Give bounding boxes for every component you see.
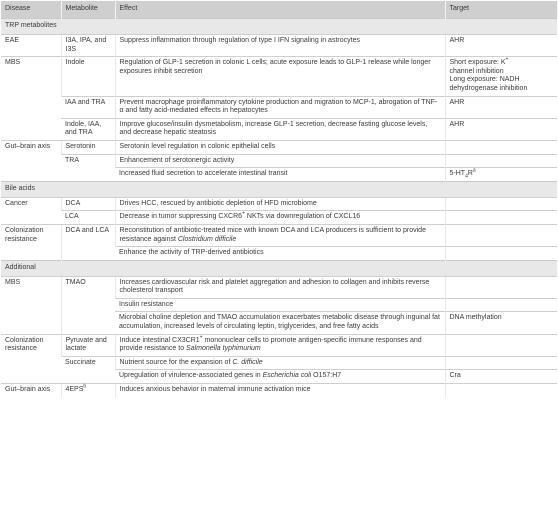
effect-cell: Prevent macrophage proinflammatory cytokine production and migration to MCP-1, abrogation of TNF-α and fatty acid-mediated effects in hepatocytes [115,96,445,118]
effect-text: mononuclear cells to promote antigen-specific immune responses and provide resistance to [119,336,422,353]
target-cell [445,247,557,261]
effect-text: Decrease in tumor suppressing CXCR6 [119,213,243,221]
target-cell [445,276,557,298]
effect-cell: Enhance the activity of TRP-derived antibiotics [115,247,445,261]
metabolite-cell: Indole, IAA, and TRA [61,118,115,140]
target-cell: Cra [445,370,557,384]
table-row [1,211,557,225]
effect-superscript: + [199,334,203,341]
target-cell [445,140,557,154]
header-effect: Effect [115,1,445,19]
table-row [1,356,557,370]
table-row [1,35,557,57]
effect-species: C. difficile [232,358,263,366]
effect-text: Reconstitution of antibiotic-treated mice with known DCA and LCA producers is sufficient to provide resistance against [119,226,426,243]
table-row [1,96,557,118]
metabolite-cell: TRA [61,154,115,181]
metabolite-cell: Succinate [61,356,115,383]
metabolite-cell: Indole [61,57,115,96]
section-trp-metabolites: TRP metabolites [1,19,557,35]
metabolite-cell: Pyruvate and lactate [61,334,115,356]
metabolite-cell: IAA and TRA [61,96,115,118]
effect-text: Induce intestinal CX3CR1 [119,336,200,344]
target-cell: DNA methylation [445,312,557,334]
target-subscript: 4 [465,173,468,180]
disease-cell: Colonization resistance [1,334,61,383]
effect-cell: Induces anxious behavior in maternal immune activation mice [115,384,445,397]
metabolite-cell: LCA [61,211,115,225]
effect-species: Escherichia coli [262,372,312,380]
effect-cell: Improve glucose/insulin dysmetabolism, increase GLP-1 secretion, decrease fasting glucose levels, and decrease hepatic steatosis [115,118,445,140]
header-target: Target [445,1,557,19]
section-row [1,181,557,197]
effect-text: NKTs via downregulation of CXCL16 [244,213,361,221]
target-cell [445,168,557,182]
table-row [1,118,557,140]
section-row [1,19,557,35]
disease-cell: EAE [1,35,61,57]
metabolite-cell [61,384,115,397]
effect-cell: Increased fluid secretion to accelerate intestinal transit [115,168,445,182]
target-cell: AHR [445,118,557,140]
target-text: 5-HT [449,170,466,178]
table-row [1,224,557,246]
target-cell [445,154,557,168]
target-cell [445,298,557,312]
effect-cell: Increases cardiovascular risk and platelet aggregation and adhesion to collagen and inhibits reverse cholesterol transport [115,276,445,298]
target-cell [445,384,557,397]
effect-text: O157:H7 [311,372,342,380]
effect-species: Clostridium difficile [177,235,237,243]
effect-text: Nutrient source for the expansion of [119,358,233,366]
metabolite-cell: DCA and LCA [61,224,115,260]
disease-cell: Cancer [1,197,61,224]
effect-cell [115,356,445,370]
header-metabolite: Metabolite [61,1,115,19]
target-text: Short exposure: K [449,59,506,67]
effect-cell: Drives HCC, rescued by antibiotic depletion of HFD microbiome [115,197,445,211]
table-row [1,154,557,168]
effect-cell: Insulin resistance [115,298,445,312]
header-row [1,1,557,19]
metabolite-text: 4EPS [65,386,84,394]
effect-cell: Regulation of GLP-1 secretion in colonic L cells; acute exposure leads to GLP-1 release while longer exposures inhibit secretion [115,57,445,96]
effect-cell: Serotonin level regulation in colonic epithelial cells [115,140,445,154]
target-cell: AHR [445,35,557,57]
table-row [1,197,557,211]
target-cell [445,57,557,96]
disease-cell: Colonization resistance [1,224,61,260]
metabolite-cell: TMAO [61,276,115,334]
target-cell [445,356,557,370]
metabolite-effects-table [1,1,558,397]
disease-cell: MBS [1,57,61,141]
effect-cell [115,224,445,246]
effect-cell [115,334,445,356]
disease-cell: MBS [1,276,61,334]
target-cell [445,211,557,225]
table-row [1,276,557,298]
target-cell [445,334,557,356]
target-text: R [467,170,473,178]
disease-cell: Gut–brain axis [1,384,61,397]
table-row [1,334,557,356]
effect-cell: Suppress inflammation through regulation of type I IFN signaling in astrocytes [115,35,445,57]
target-cell [445,197,557,211]
disease-cell: Gut–brain axis [1,140,61,181]
effect-text: Upregulation of virulence-associated genes in [119,372,263,380]
metabolite-cell: Serotonin [61,140,115,154]
section-additional: Additional [1,260,557,276]
table-row [1,384,557,397]
target-superscript: + [505,56,509,63]
effect-superscript: + [242,210,245,217]
target-text: Long exposure: NADH dehydrogenase inhibition [449,76,528,92]
effect-cell: Enhancement of serotonergic activity [115,154,445,168]
target-cell [445,224,557,246]
table-row [1,57,557,96]
footnote-marker: b [83,383,87,390]
effect-cell [115,211,445,225]
header-disease: Disease [1,1,61,19]
section-bile-acids: Bile acids [1,181,557,197]
table-row [1,140,557,154]
footnote-marker: a [472,167,476,174]
section-row [1,260,557,276]
effect-cell: Microbial choline depletion and TMAO accumulation exacerbates metabolic disease through inguinal fat accumulation, increased levels of circulating leptin, triglycerides, and free fatty acids [115,312,445,334]
metabolite-cell: I3A, IPA, and I3S [61,35,115,57]
effect-cell [115,370,445,384]
metabolite-cell: DCA [61,197,115,211]
target-text: channel inhibition [449,67,504,75]
effect-species: Salmonella typhimurium [186,345,261,353]
target-cell: AHR [445,96,557,118]
